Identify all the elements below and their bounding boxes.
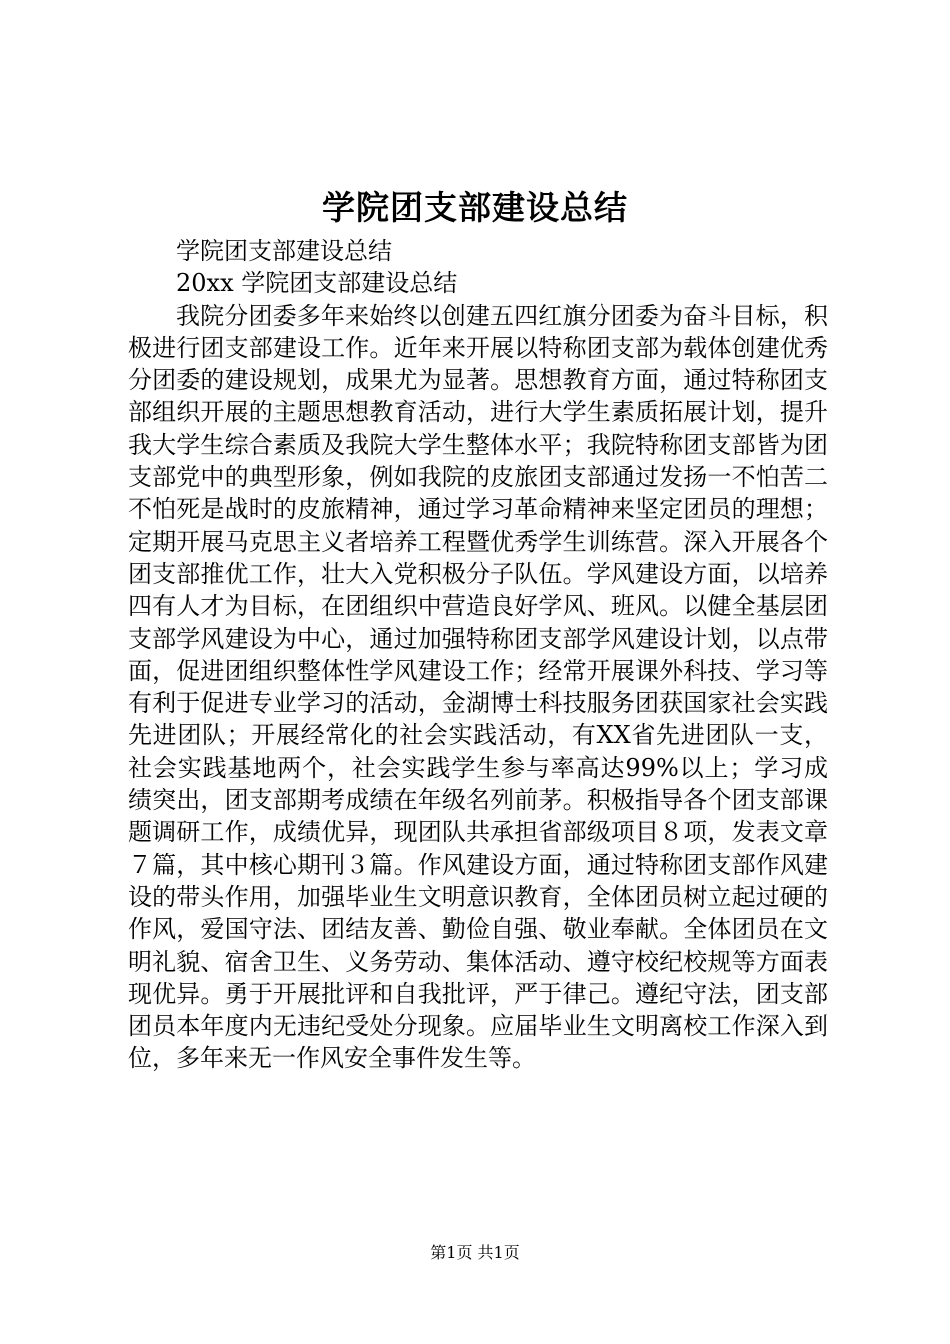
document-title: 学院团支部建设总结 <box>322 188 628 227</box>
document-body <box>128 235 828 1075</box>
subtitle-paragraph: 学院团支部建设总结 <box>176 237 392 265</box>
body-paragraph: 我院分团委多年来始终以创建五四红旗分团委为奋斗目标，积极进行团支部建设工作。近年来开展以特称团支部为载体创建优秀分团委的建设规划，成果尤为显著。思想教育方面，通过特称团支部组织开展的主题思想教育活动，进行大学生素质拓展计划，提升我大学生综合素质及我院大学生整体水平；我院特称团支部皆为团支部党中的典型形象，例如我院的皮旅团支部通过发扬一不怕苦二不怕死是战时的皮旅精神，通过学习革命精神来坚定团员的理想；定期开展马克思主义者培养工程暨优秀学生训练营。深入开展各个团支部推优工作，壮大入党积极分子队伍。学风建设方面，以培养四有人才为目标，在团组织中营造良好学风、班风。以健全基层团支部学风建设为中心，通过加强特称团支部学风建设计划，以点带面，促进团组织整体性学风建设工作；经常开展课外科技、学习等有利于促进专业学习的活动，金湖博士科技服务团获国家社会实践先进团队；开展经常化的社会实践活动，有XX省先进团队一支，社会实践基地两个，社会实践学生参与率高达99%以上；学习成绩突出，团支部期考成绩在年级名列前茅。积极指导各个团支部课题调研工作，成绩优异，现团队共承担省部级项目８项，发表文章７篇，其中核心期刊３篇。作风建设方面，通过特称团支部作风建设的带头作用，加强毕业生文明意识教育，全体团员树立起过硬的作风，爱国守法、团结友善、勤俭自强、敬业奉献。全体团员在文明礼貌、宿舍卫生、义务劳动、集体活动、遵守校纪校规等方面表现优异。勇于开展批评和自我批评，严于律己。遵纪守法，团支部团员本年度内无违纪受处分现象。应届毕业生文明离校工作深入到位，多年来无一作风安全事件发生等。 <box>128 301 828 1073</box>
page-footer: 第1页 共1页 <box>430 1243 520 1262</box>
subtitle-year-paragraph: 20xx 学院团支部建设总结 <box>176 269 458 298</box>
